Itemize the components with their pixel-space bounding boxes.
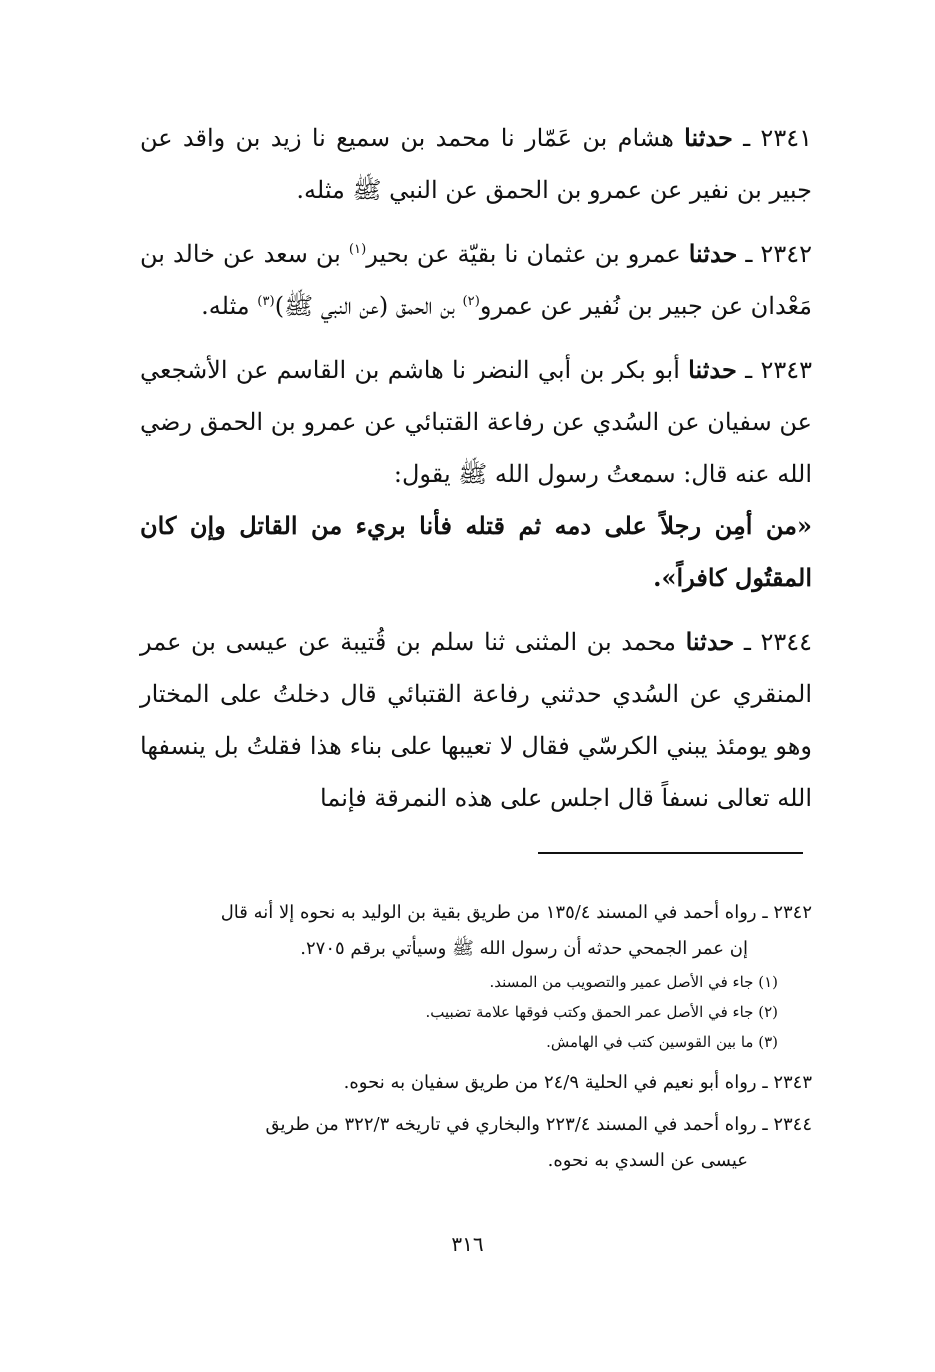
hadith-keyword: حدثنا (688, 355, 737, 384)
hadith-2344 (140, 616, 812, 824)
separator: ـ (734, 628, 761, 656)
hadith-keyword: حدثنا (685, 627, 735, 656)
hadith-text: بن سعد عن خالد بن مَعْدان عن جبير بن نُفير عن عمرو (140, 240, 812, 320)
hadith-2343 (140, 344, 812, 604)
hadith-number: ٢٣٤٢ (760, 240, 812, 268)
hadith-text: بن الحمق (عن النبي ﷺ) (274, 292, 463, 320)
footnote-line: ٢٣٤٢ ـ رواه أحمد في المسند ١٣٥/٤ من طريق بقية بن الوليد به نحوه إلا أنه قال (220, 902, 812, 923)
hadith-2342 (140, 228, 812, 332)
separator: ـ (736, 356, 761, 384)
separator: ـ (737, 240, 761, 268)
footnote-2343 (140, 1065, 812, 1101)
separator: ـ (732, 124, 761, 152)
hadith-number: ٢٣٤٣ (760, 356, 812, 384)
hadith-text: مثله. (201, 292, 258, 320)
hadith-number: ٢٣٤١ (760, 124, 812, 152)
subnote: (١) جاء في الأصل عمير والتصويب من المسند. (489, 973, 778, 991)
footnote-line: ٢٣٤٣ ـ رواه أبو نعيم في الحلية ٢٤/٩ من طريق سفيان به نحوه. (343, 1072, 812, 1093)
hadith-text: محمد بن المثنى ثنا سلم بن قُتيبة عن عيسى بن عمر المنقري عن السُدي حدثني رفاعة القتبائي قال دخلتُ على المختار وهو يومئذ يبني الكرسّي فقال لا تعيبها على بناء هذا فقلتُ بل ينسفها الله تعالى نسفاً قال اجلس على هذه النمرقة فإنما (140, 628, 812, 812)
hadith-number: ٢٣٤٤ (760, 628, 812, 656)
footnote-marker: (١) (348, 242, 367, 257)
hadith-quote: «من أمِن رجلاً على دمه ثم قتله فأنا بريء من القاتل وإن كان المقتُول كافراً». (140, 511, 812, 592)
hadith-keyword: حدثنا (688, 239, 738, 268)
hadith-text: هشام بن عَمّار نا محمد بن سميع نا زيد بن واقد عن جبير بن نفير عن عمرو بن الحمق عن النبي ﷺ مثله. (140, 124, 812, 204)
hadith-text: عمرو بن عثمان نا بقيّة عن بحير (366, 240, 681, 268)
hadith-2341 (140, 112, 812, 216)
subnote: (٣) ما بين القوسين كتب في الهامش. (546, 1033, 778, 1051)
subnote: (٢) جاء في الأصل عمر الحمق وكتب فوقها علامة تضبيب. (425, 1003, 778, 1021)
footnote-divider (538, 852, 803, 854)
footnote-line: عيسى عن السدي به نحوه. (547, 1150, 748, 1171)
hadith-keyword: حدثنا (684, 123, 733, 152)
main-text (140, 112, 812, 836)
footnote-2344 (140, 1107, 812, 1179)
footnote-marker: (٢) (462, 294, 480, 309)
page-number: ٣١٦ (451, 1232, 484, 1256)
footnotes (140, 895, 812, 1185)
subnotes (140, 967, 812, 1057)
footnote-2342 (140, 895, 812, 1057)
hadith-text: أبو بكر بن أبي النضر نا هاشم بن القاسم عن الأشجعي عن سفيان عن السُدي عن رفاعة القتبائي عن عمرو بن الحمق رضي الله عنه قال: سمعتُ رسول الله ﷺ يقول: (140, 356, 812, 488)
footnote-line: ٢٣٤٤ ـ رواه أحمد في المسند ٢٢٣/٤ والبخاري في تاريخه ٣٢٢/٣ من طريق (265, 1114, 812, 1135)
footnote-line: إن عمر الجمحي حدثه أن رسول الله ﷺ وسيأتي برقم ٢٧٠٥. (300, 938, 748, 959)
footnote-marker: (٣) (257, 294, 275, 309)
